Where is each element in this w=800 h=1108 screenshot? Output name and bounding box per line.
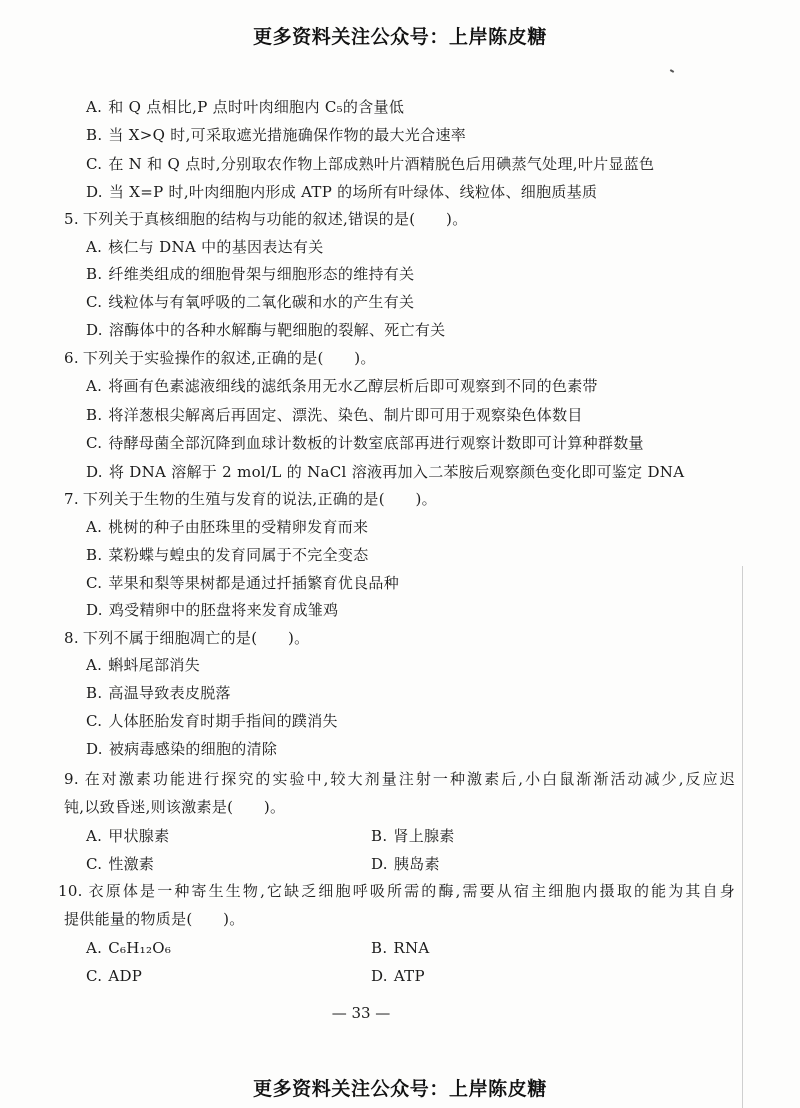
q6-option-c — [86, 433, 644, 453]
question-number: 9. — [64, 770, 79, 788]
q7-option-d — [86, 600, 338, 620]
q7-option-b — [86, 545, 369, 565]
option-letter: B. — [371, 827, 388, 845]
option-text: 溶酶体中的各种水解酶与靶细胞的裂解、死亡有关 — [108, 321, 446, 339]
q8-option-c — [86, 711, 338, 731]
option-text: 菜粉蝶与蝗虫的发育同属于不完全变态 — [108, 546, 369, 564]
option-letter: C. — [86, 434, 103, 452]
option-letter: C. — [86, 293, 103, 311]
q9-option-c — [86, 854, 154, 874]
q7-stem — [64, 489, 437, 509]
q9-stem-line-2: 钝,以致昏迷,则该激素是( )。 — [64, 798, 286, 816]
option-text: ADP — [108, 967, 143, 985]
option-text: 待酵母菌全部沉降到血球计数板的计数室底部再进行观察计数即可计算种群数量 — [108, 434, 644, 452]
header-watermark: 更多资料关注公众号：上岸陈皮糖 — [252, 26, 547, 48]
option-letter: D. — [371, 967, 388, 985]
q8-option-d — [86, 739, 277, 759]
page-number: — 33 — — [331, 1004, 391, 1022]
option-text: 线粒体与有氧呼吸的二氧化碳和水的产生有关 — [108, 293, 415, 311]
q8-stem — [64, 628, 309, 648]
q4-option-d — [86, 182, 597, 202]
q6-option-b — [86, 405, 583, 425]
question-number: 5. — [64, 210, 79, 228]
q9-option-a — [86, 826, 169, 846]
question-number: 10. — [58, 882, 83, 900]
q6-stem — [64, 348, 376, 368]
q10-option-c — [86, 966, 142, 986]
q9-stem-line-1 — [64, 769, 735, 789]
option-text: 鸡受精卵中的胚盘将来发育成雏鸡 — [108, 601, 339, 619]
option-text: 蝌蚪尾部消失 — [108, 656, 201, 674]
q6-option-d — [86, 462, 684, 482]
option-text: 苹果和梨等果树都是通过扦插繁育优良品种 — [108, 574, 400, 592]
option-letter: B. — [86, 546, 103, 564]
q9-option-b — [371, 826, 455, 846]
option-letter: C. — [86, 574, 103, 592]
q6-option-a — [86, 376, 598, 396]
question-text: 下列关于生物的生殖与发育的说法,正确的是( )。 — [82, 490, 437, 508]
q5-option-a — [86, 237, 324, 257]
option-text: 当 X=P 时,叶肉细胞内形成 ATP 的场所有叶绿体、线粒体、细胞质基质 — [108, 183, 598, 201]
option-text: C₆H₁₂O₆ — [108, 939, 172, 957]
q10-option-b — [371, 938, 430, 958]
option-letter: D. — [86, 463, 103, 481]
option-letter: B. — [86, 406, 103, 424]
q4-option-c — [86, 154, 654, 174]
q4-option-a — [86, 97, 404, 117]
option-text: 性激素 — [108, 855, 155, 873]
option-text: ATP — [393, 967, 425, 985]
option-letter: C. — [86, 155, 103, 173]
q10-stem-line-2: 提供能量的物质是( )。 — [64, 910, 245, 928]
q5-option-c — [86, 292, 414, 312]
q8-option-b — [86, 683, 231, 703]
q4-option-b — [86, 125, 466, 145]
option-text: 人体胚胎发育时期手指间的蹼消失 — [108, 712, 338, 730]
option-letter: B. — [86, 684, 103, 702]
q7-option-c — [86, 573, 399, 593]
option-text: 当 X>Q 时,可采取遮光措施确保作物的最大光合速率 — [108, 126, 467, 144]
option-text: RNA — [393, 939, 430, 957]
option-letter: A. — [86, 518, 103, 536]
option-letter: C. — [86, 967, 103, 985]
option-letter: A. — [86, 939, 103, 957]
option-text: 纤维类组成的细胞骨架与细胞形态的维持有关 — [108, 265, 415, 283]
option-letter: A. — [86, 238, 103, 256]
option-text: 将 DNA 溶解于 2 mol/L 的 NaCl 溶液再加入二苯胺后观察颜色变化即可鉴定 DNA — [108, 463, 685, 481]
option-text: 甲状腺素 — [108, 827, 170, 845]
option-letter: D. — [86, 601, 103, 619]
option-text: 核仁与 DNA 中的基因表达有关 — [108, 238, 324, 256]
q10-option-d — [371, 966, 425, 986]
scan-edge-line — [742, 566, 743, 1108]
option-letter: C. — [86, 712, 103, 730]
option-letter: D. — [86, 183, 103, 201]
option-letter: C. — [86, 855, 103, 873]
question-number: 7. — [64, 490, 79, 508]
q5-stem — [64, 209, 468, 229]
scan-mark — [670, 69, 674, 73]
option-letter: D. — [371, 855, 388, 873]
option-letter: A. — [86, 656, 103, 674]
option-letter: B. — [86, 265, 103, 283]
q10-stem-line-1 — [58, 881, 735, 901]
question-text: 下列关于真核细胞的结构与功能的叙述,错误的是( )。 — [82, 210, 468, 228]
option-text: 和 Q 点相比,P 点时叶肉细胞内 C₅的含量低 — [108, 98, 405, 116]
option-letter: D. — [86, 740, 103, 758]
question-number: 8. — [64, 629, 79, 647]
option-text: 将画有色素滤液细线的滤纸条用无水乙醇层析后即可观察到不同的色素带 — [108, 377, 598, 395]
option-text: 胰岛素 — [393, 855, 440, 873]
option-text: 被病毒感染的细胞的清除 — [108, 740, 278, 758]
q10-option-a — [86, 938, 171, 958]
question-text: 在对激素功能进行探究的实验中,较大剂量注射一种激素后,小白鼠渐渐活动减少,反应迟 — [82, 770, 735, 788]
option-letter: A. — [86, 377, 103, 395]
q8-option-a — [86, 655, 200, 675]
question-text: 衣原体是一种寄生生物,它缺乏细胞呼吸所需的酶,需要从宿主细胞内摄取的能为其自身 — [86, 882, 735, 900]
option-text: 在 N 和 Q 点时,分别取农作物上部成熟叶片酒精脱色后用碘蒸气处理,叶片显蓝色 — [108, 155, 655, 173]
q7-option-a — [86, 517, 368, 537]
option-letter: B. — [86, 126, 103, 144]
footer-watermark: 更多资料关注公众号：上岸陈皮糖 — [252, 1078, 547, 1100]
q5-option-d — [86, 320, 445, 340]
option-text: 桃树的种子由胚珠里的受精卵发育而来 — [108, 518, 369, 536]
option-text: 将洋葱根尖解离后再固定、漂洗、染色、制片即可用于观察染色体数目 — [108, 406, 583, 424]
option-letter: D. — [86, 321, 103, 339]
question-number: 6. — [64, 349, 79, 367]
q5-option-b — [86, 264, 414, 284]
option-letter: B. — [371, 939, 388, 957]
option-letter: A. — [86, 827, 103, 845]
option-text: 肾上腺素 — [393, 827, 455, 845]
option-text: 高温导致表皮脱落 — [108, 684, 231, 702]
q9-option-d — [371, 854, 440, 874]
question-text: 下列不属于细胞凋亡的是( )。 — [82, 629, 310, 647]
question-text: 下列关于实验操作的叙述,正确的是( )。 — [82, 349, 376, 367]
option-letter: A. — [86, 98, 103, 116]
